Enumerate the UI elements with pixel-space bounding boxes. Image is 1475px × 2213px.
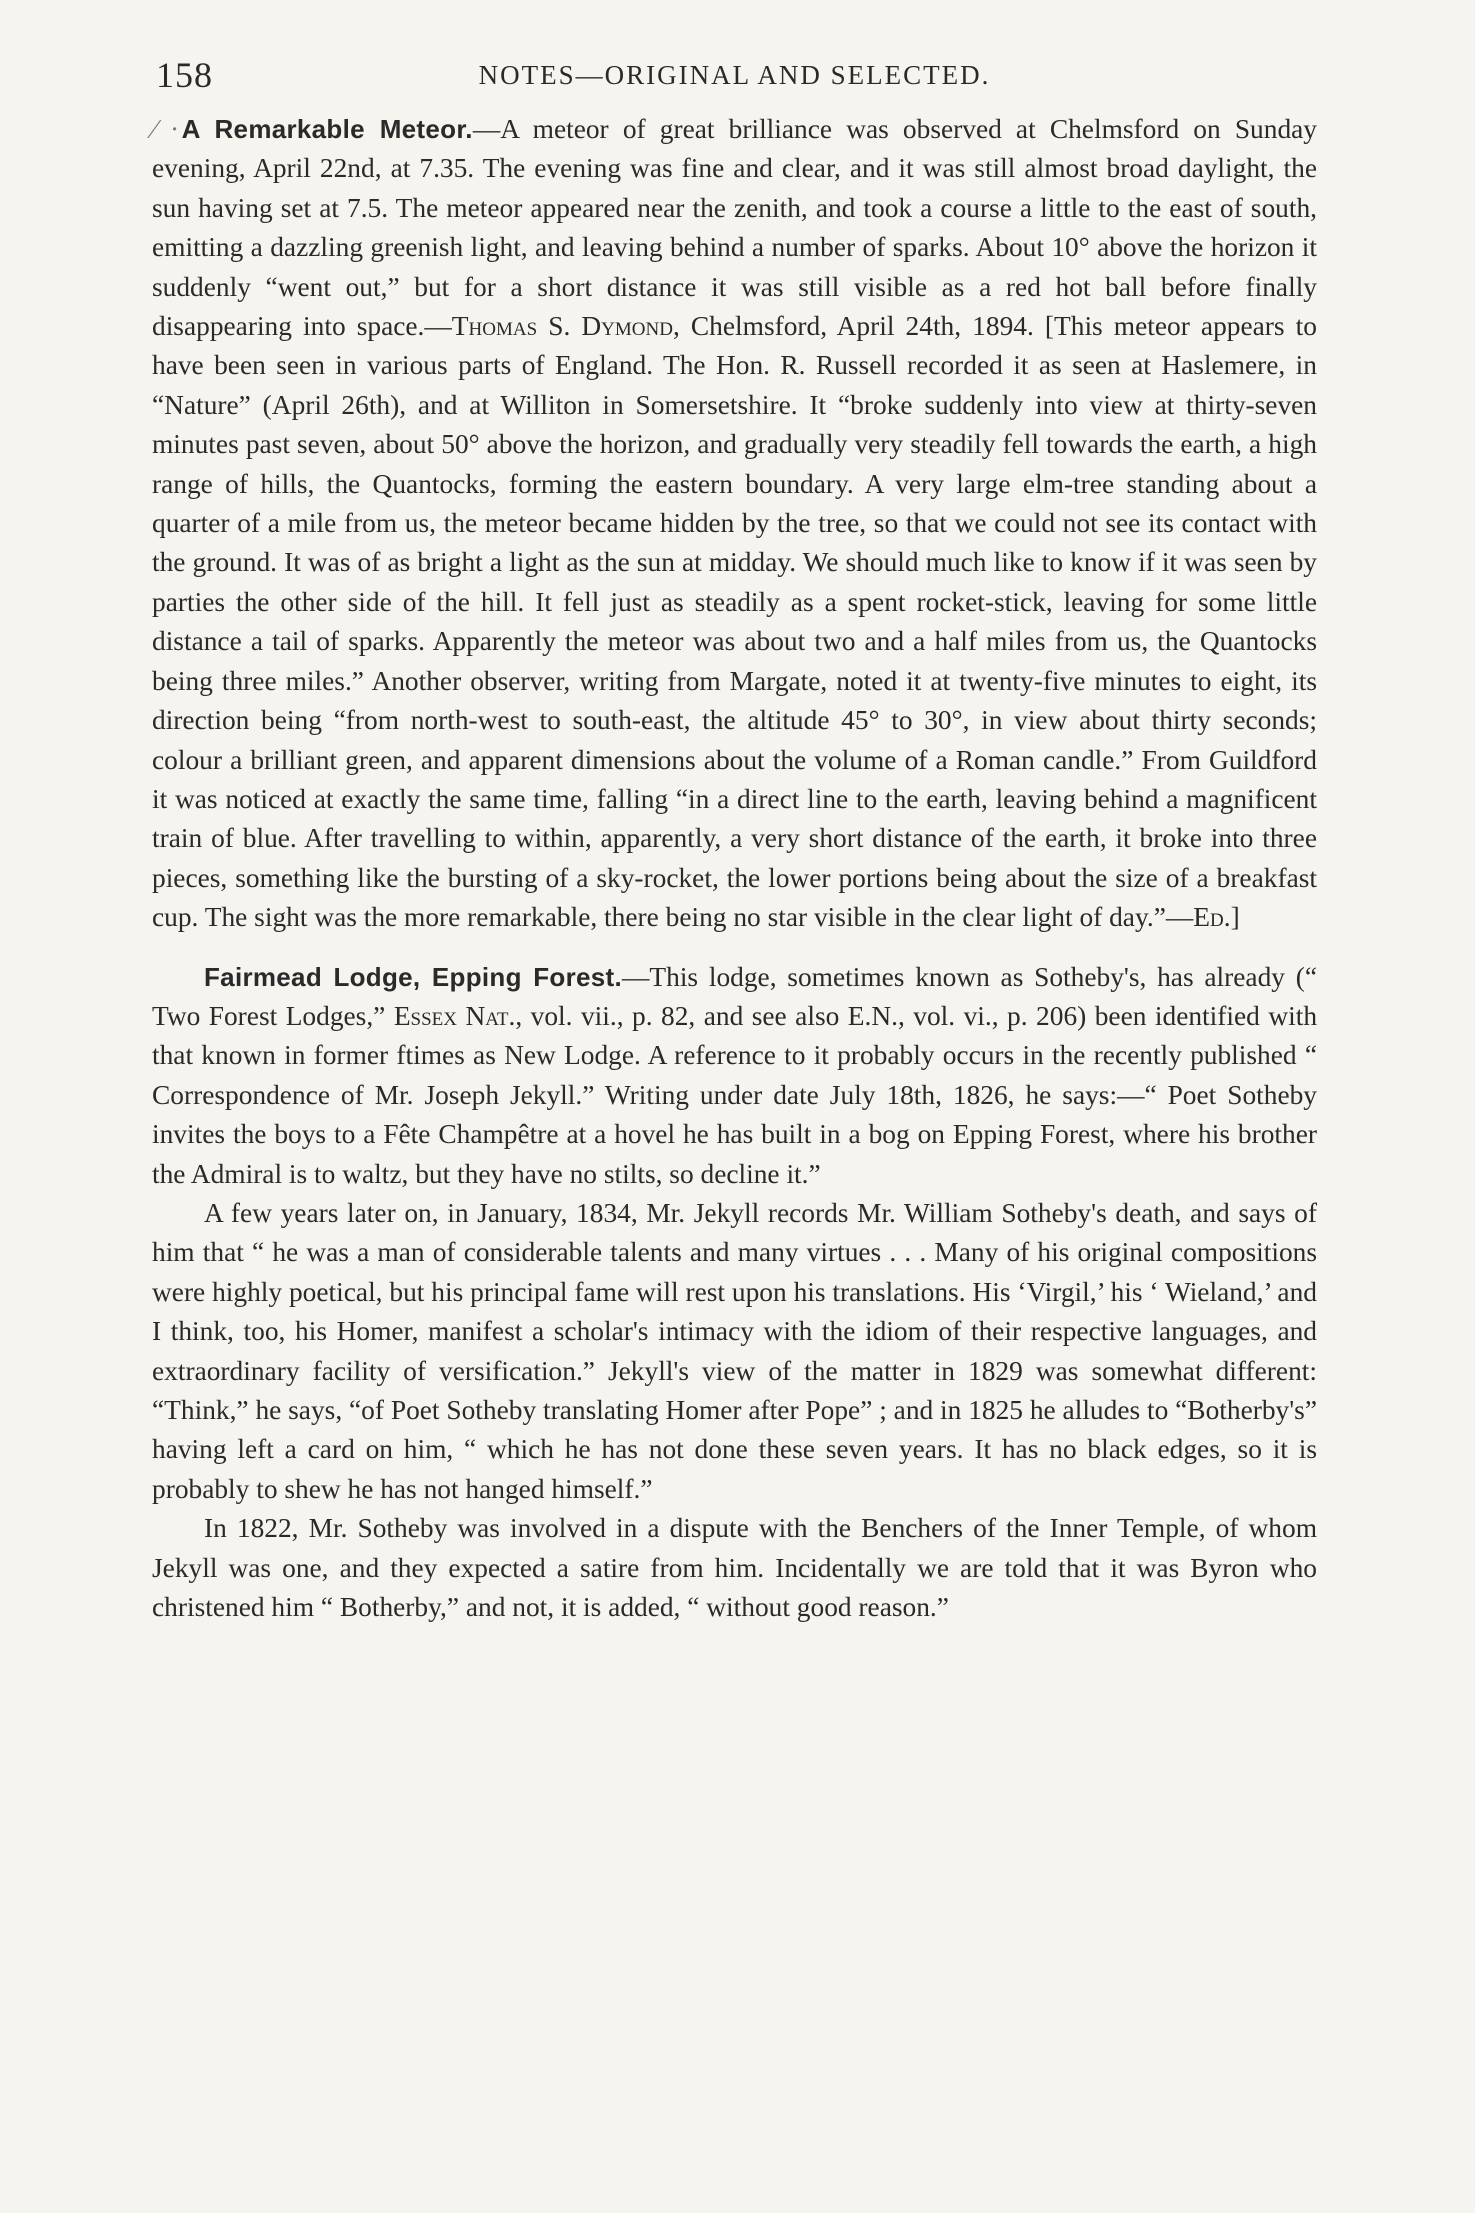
fairmead-text-part-2: , vol. vii., p. 82, and see also E.N., vol. vi., p. 206) been identified with that known in former ftimes as New Lodge. A reference to it probably occurs in the recently published “ Correspondence of Mr. Joseph Jekyll.” Writing under date July 18th, 1826, he says:—“ Poet Sotheby invites the boys to a Fête Champêtre at a hovel he has built in a bog on Epping Forest, where his brother the Admiral is to waltz, but they have no stilts, so decline it.” xyxy=(152,1000,1318,1189)
running-title: NOTES—ORIGINAL AND SELECTED. xyxy=(478,60,991,90)
article-fairmead-lodge xyxy=(152,958,1317,1628)
fairmead-heading: Fairmead Lodge, Epping Forest. xyxy=(204,961,622,992)
meteor-editor: Ed. xyxy=(1193,902,1231,933)
meteor-text-part-2: , Chelmsford, April 24th, 1894. [This meteor appears to have been seen in various parts of England. The Hon. R. Russell recorded it as seen at Haslemere, in “Nature” (April 26th), and at Williton in Somersetshire. It “broke suddenly into view at thirty-seven minutes past seven, about 50° above the horizon, and gradually very steadily fell towards the earth, a high range of hills, the Quantocks, forming the eastern boundary. A very large elm-tree standing about a quarter of a mile from us, the meteor became hidden by the tree, so that we could not see its contact with the ground. It was of as bright a light as the sun at midday. We should much like to know if it was seen by parties the other side of the hill. It fell just as steadily as a spent rocket-stick, leaving for some little distance a tail of sparks. Apparently the meteor was about two and a half miles from us, the Quantocks being three miles.” Another observer, writing from Margate, noted it at twenty-five minutes to eight, its direction being “from north-west to south-east, the altitude 45° to 30°, in view about thirty seconds; colour a brilliant green, and apparent dimensions about the volume of a Roman candle.” From Guildford it was noticed at exactly the same time, falling “in a direct line to the earth, leaving behind a magnificent train of blue. After travelling to within, apparently, a very short distance of the earth, it broke into three pieces, something like the bursting of a sky-rocket, the lower portions being about the size of a breakfast cup. The sight was the more remarkable, there being no star visible in the clear light of day.”— xyxy=(152,311,1317,933)
running-head xyxy=(152,50,1317,110)
meteor-paragraph xyxy=(152,110,1317,938)
fairmead-journal: Essex Nat. xyxy=(393,1000,516,1031)
margin-mark: ⁄ · xyxy=(152,114,178,144)
fairmead-paragraph-3: In 1822, Mr. Sotheby was involved in a dispute with the Benchers of the Inner Temple, of whom Jekyll was one, and they expected a satire from him. Incidentally we are told that it was Byron who christened him “ Botherby,” and not, it is added, “ without good reason.” xyxy=(152,1513,1317,1623)
fairmead-text-part-1: —This lodge, sometimes known as Sotheby's, has already (“ Two Forest Lodges,” xyxy=(152,961,1317,1031)
meteor-text-end: ] xyxy=(1230,902,1240,933)
meteor-author: Thomas S. Dymond xyxy=(451,311,673,342)
fairmead-paragraph-2: A few years later on, in January, 1834, Mr. Jekyll records Mr. William Sotheby's death, and says of him that “ he was a man of considerable talents and many virtues . . . Many of his original compositions were highly poetical, but his principal fame will rest upon his translations. His ‘Virgil,’ his ‘ Wieland,’ and I think, too, his Homer, manifest a scholar's intimacy with the idiom of their respective languages, and extraordinary facility of versification.” Jekyll's view of the matter in 1829 was somewhat different: “Think,” he says, “of Poet Sotheby translating Homer after Pope” ; and in 1825 he alludes to “Botherby's” having left a card on him, “ which he has not done these seven years. It has no black edges, so it is probably to shew he has not hanged himself.” xyxy=(152,1197,1317,1504)
meteor-heading: A Remarkable Meteor. xyxy=(181,114,473,144)
book-page xyxy=(152,50,1317,1627)
page-number: 158 xyxy=(156,55,213,95)
meteor-text-part-1: —A meteor of great brilliance was observed at Chelmsford on Sunday evening, April 22nd, at 7.35. The evening was fine and clear, and it was still almost broad daylight, the sun having set at 7.5. The meteor appeared near the zenith, and took a course a little to the east of south, emitting a dazzling greenish light, and leaving behind a number of sparks. About 10° above the horizon it suddenly “went out,” but for a short distance it was still visible as a red hot ball before finally disappearing into space.— xyxy=(152,114,1317,342)
article-remarkable-meteor xyxy=(152,110,1317,938)
fairmead-paragraph-1 xyxy=(152,958,1317,1194)
